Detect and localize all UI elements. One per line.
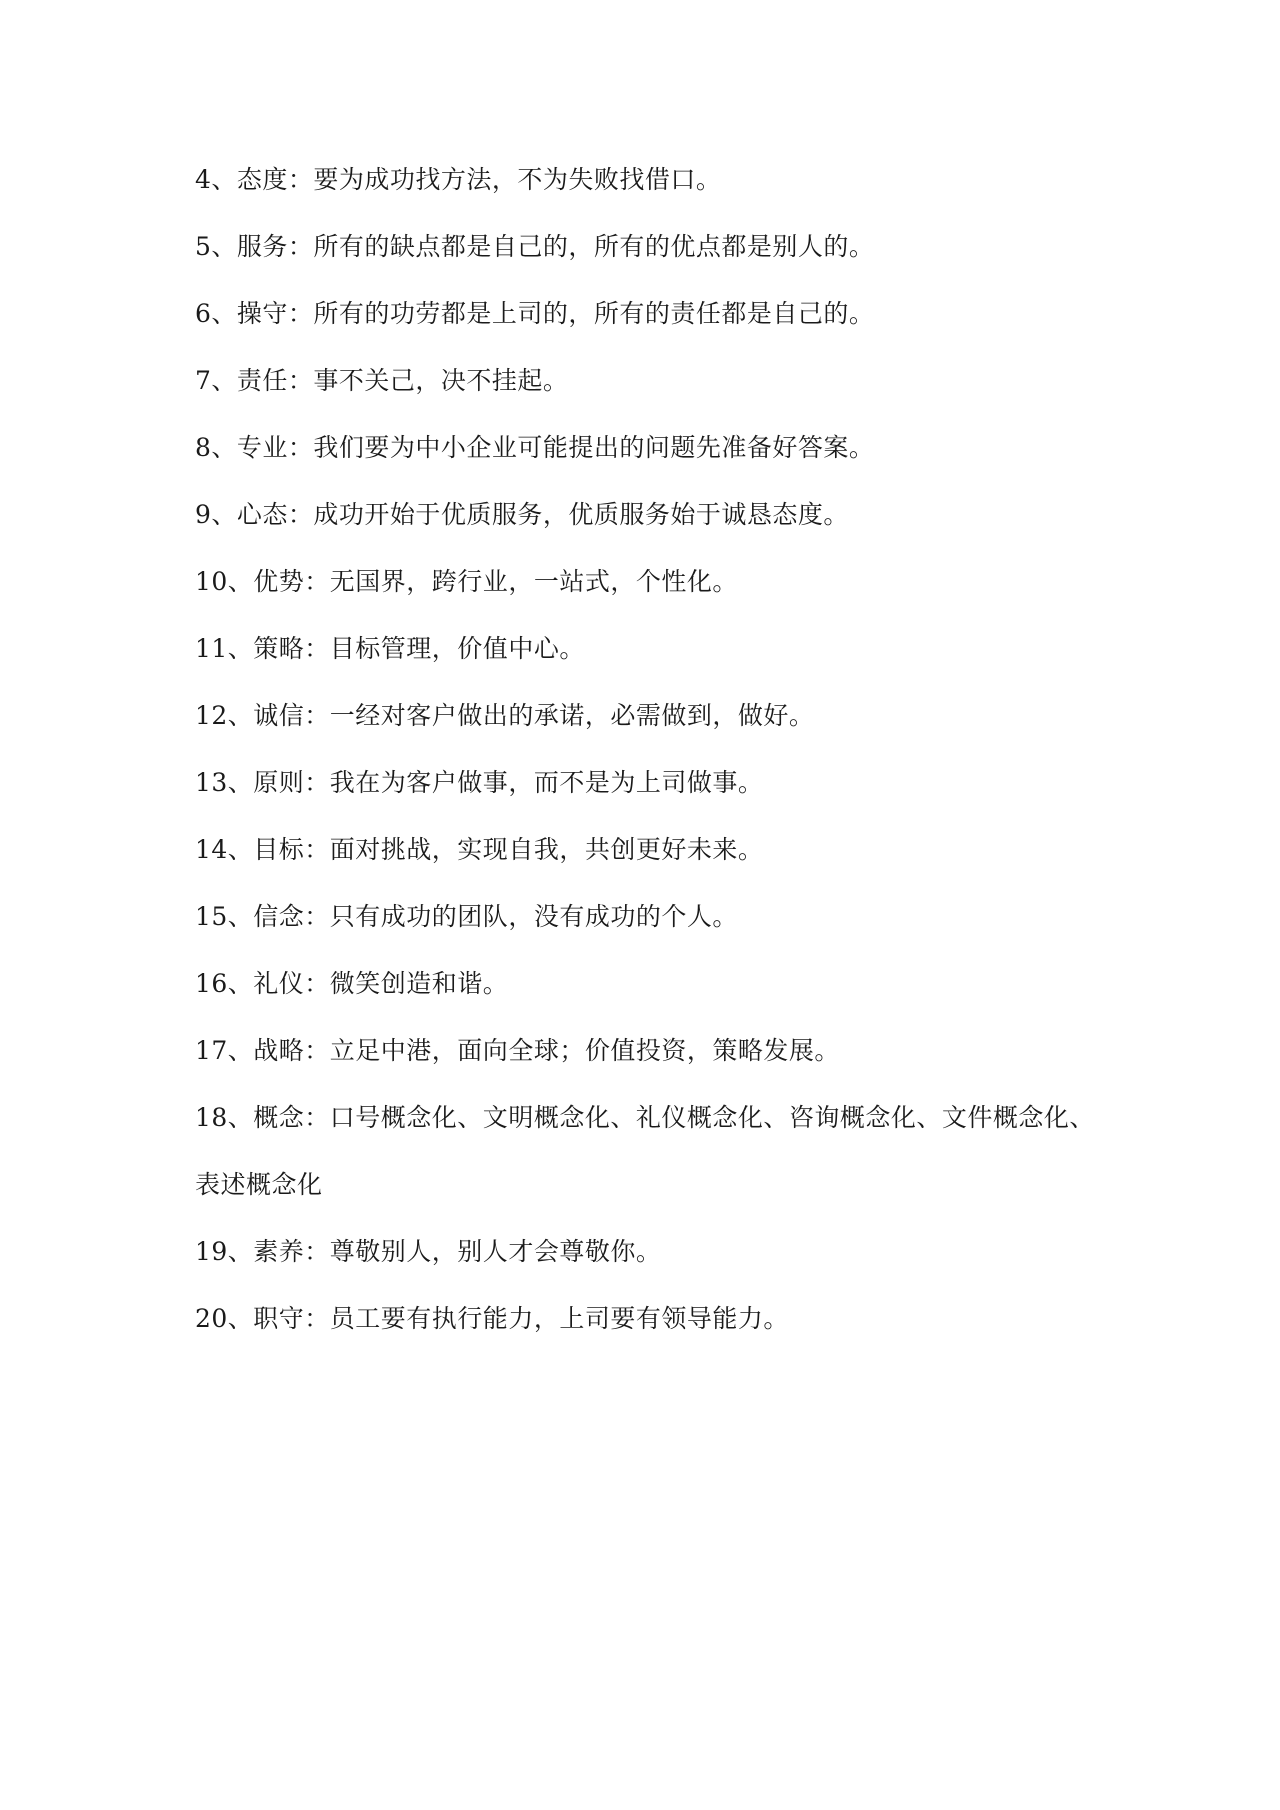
text-line: 7、责任：事不关己，决不挂起。 bbox=[195, 366, 569, 395]
document-body bbox=[195, 162, 1095, 1368]
text-line: 表述概念化 bbox=[195, 1170, 323, 1199]
text-line: 11、策略：目标管理，价值中心。 bbox=[195, 634, 585, 663]
text-line: 12、诚信：一经对客户做出的承诺，必需做到，做好。 bbox=[195, 701, 815, 730]
text-line: 10、优势：无国界，跨行业，一站式，个性化。 bbox=[195, 567, 738, 596]
text-line: 5、服务：所有的缺点都是自己的，所有的优点都是别人的。 bbox=[195, 232, 875, 261]
text-line: 13、原则：我在为客户做事，而不是为上司做事。 bbox=[195, 768, 764, 797]
text-line: 4、态度：要为成功找方法，不为失败找借口。 bbox=[195, 165, 722, 194]
text-line: 9、心态：成功开始于优质服务，优质服务始于诚恳态度。 bbox=[195, 500, 849, 529]
text-line: 14、目标：面对挑战，实现自我，共创更好未来。 bbox=[195, 835, 764, 864]
text-line: 15、信念：只有成功的团队，没有成功的个人。 bbox=[195, 902, 738, 931]
text-line: 8、专业：我们要为中小企业可能提出的问题先准备好答案。 bbox=[195, 433, 875, 462]
text-line: 20、职守：员工要有执行能力，上司要有领导能力。 bbox=[195, 1304, 789, 1333]
text-line: 19、素养：尊敬别人，别人才会尊敬你。 bbox=[195, 1237, 662, 1266]
text-line: 17、战略：立足中港，面向全球；价值投资，策略发展。 bbox=[195, 1036, 840, 1065]
text-line: 16、礼仪：微笑创造和谐。 bbox=[195, 969, 509, 998]
text-line: 6、操守：所有的功劳都是上司的，所有的责任都是自己的。 bbox=[195, 299, 875, 328]
text-line: 18、概念：口号概念化、文明概念化、礼仪概念化、咨询概念化、文件概念化、 bbox=[195, 1103, 1095, 1132]
